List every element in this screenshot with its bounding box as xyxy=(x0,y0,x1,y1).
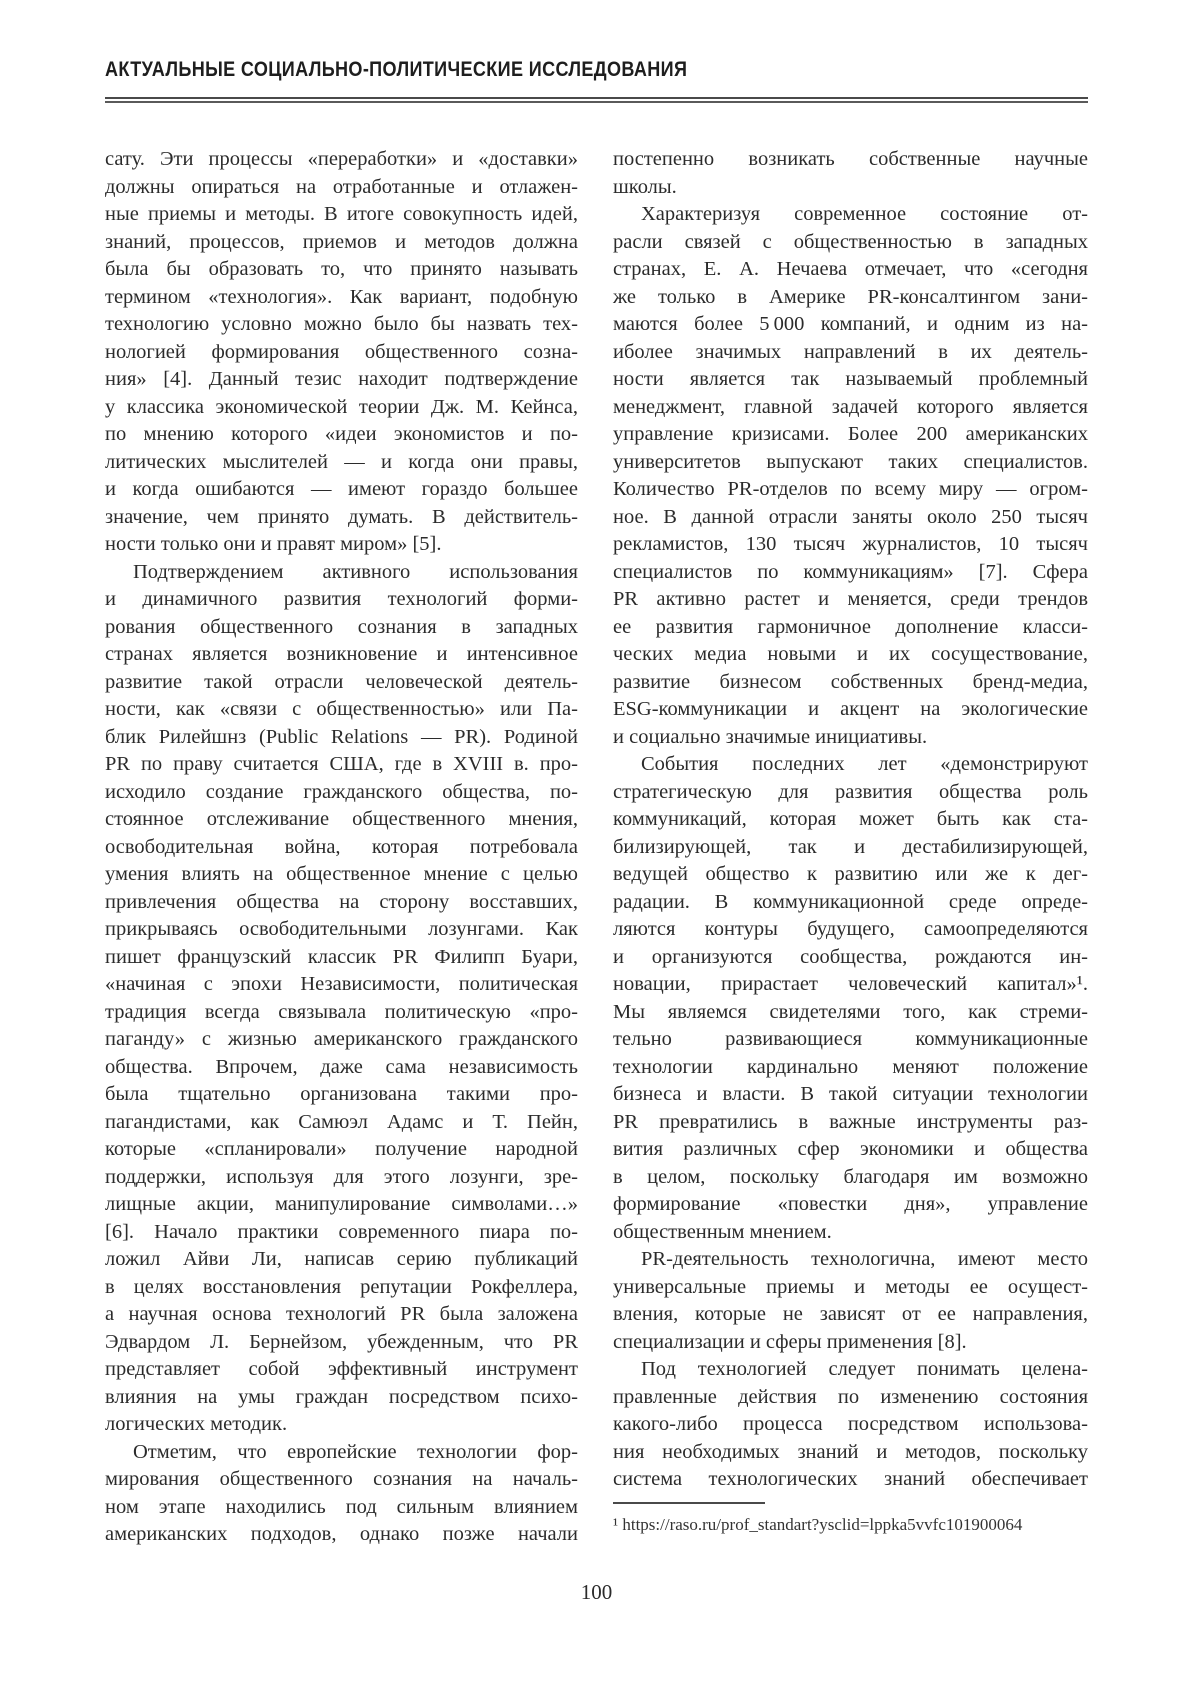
text-line: прикрываясь освободительными лозунгами. Как xyxy=(105,918,578,940)
text-line: расли связей с общественностью в западных xyxy=(613,230,1088,253)
paragraph xyxy=(613,1356,1088,1494)
text-line: События последних лет «демонстрируют xyxy=(641,753,1088,775)
text-line: ложил Айви Ли, написав серию публикаций xyxy=(105,1248,578,1270)
text-line: общественным мнением. xyxy=(613,1220,832,1243)
text-line: ном этапе находились под сильным влиянием xyxy=(105,1495,578,1518)
paragraph xyxy=(105,1439,578,1549)
text-line: лищные акции, манипулирование символами…» xyxy=(105,1193,578,1215)
text-line: ляются контуры будущего, самоопределяются xyxy=(613,918,1088,940)
text-line: стратегическую для развития общества роль xyxy=(613,780,1088,803)
text-line: паганду» с жизнью американского гражданского xyxy=(105,1028,578,1050)
text-line: ведущей общество к развитию или же к дег- xyxy=(613,863,1088,885)
text-line: странах является возникновение и интенсивное xyxy=(105,643,578,665)
paragraph xyxy=(105,559,578,1439)
text-line: в целях восстановления репутации Рокфеллера, xyxy=(105,1275,578,1298)
text-line: университетов выпускают таких специалистов. xyxy=(613,450,1088,473)
text-line: пишет французский классик PR Филипп Буари, xyxy=(105,945,578,968)
text-line: коммуникаций, которая может быть как ста- xyxy=(613,808,1088,830)
text-line: литических мыслителей — и когда они правы, xyxy=(105,450,578,473)
text-line: рования общественного сознания в западных xyxy=(105,615,578,638)
text-line: новации, прирастает человеческий капитал»¹. xyxy=(613,973,1088,995)
text-line: Мы являемся свидетелями того, как стреми- xyxy=(613,1000,1088,1023)
text-line: какого-либо процесса посредством использова- xyxy=(613,1413,1088,1435)
text-line: Количество PR-отделов по всему миру — огром- xyxy=(613,478,1088,500)
text-line: исходило создание гражданского общества, по- xyxy=(105,780,578,803)
text-line: правленные действия по изменению состояния xyxy=(613,1385,1088,1408)
text-line: PR активно растет и меняется, среди трендов xyxy=(613,588,1088,610)
text-line: специализации и сферы применения [8]. xyxy=(613,1330,967,1353)
text-line: PR по праву считается США, где в XVIII в. про- xyxy=(105,753,578,775)
text-line: радации. В коммуникационной среде опреде- xyxy=(613,890,1088,913)
text-line: общества. Впрочем, даже сама независимость xyxy=(105,1055,578,1078)
text-line: система технологических знаний обеспечивает xyxy=(613,1468,1088,1490)
text-line: мирования общественного сознания на началь- xyxy=(105,1468,578,1490)
text-line: ния» [4]. Данный тезис находит подтверждение xyxy=(105,368,578,390)
text-line: значение, чем принято думать. В действитель- xyxy=(105,505,578,528)
text-line: сату. Эти процессы «переработки» и «доставки» xyxy=(105,148,578,170)
text-line: менеджмент, главной задачей которого является xyxy=(613,395,1088,418)
text-line: логических методик. xyxy=(105,1413,288,1435)
text-line: развитие бизнесом собственных бренд-медиа, xyxy=(613,670,1088,693)
text-line: PR превратились в важные инструменты раз- xyxy=(613,1110,1088,1133)
text-line: влияния на умы граждан посредством психо- xyxy=(105,1385,578,1408)
text-line: освободительная война, которая потребовала xyxy=(105,835,578,858)
text-line: рекламистов, 130 тысяч журналистов, 10 тысяч xyxy=(613,533,1088,555)
text-line: ческих медиа новыми и их сосуществование, xyxy=(613,643,1088,665)
text-line: Отметим, что европейские технологии фор- xyxy=(133,1440,578,1463)
text-line: ности только они и правят миром» [5]. xyxy=(105,533,442,555)
text-line: по мнению которого «идеи экономистов и по- xyxy=(105,423,578,445)
text-line: была тщательно организована такими про- xyxy=(105,1083,578,1105)
text-line: технологии кардинально меняют положение xyxy=(613,1055,1088,1078)
paragraph xyxy=(613,201,1088,751)
text-line: [6]. Начало практики современного пиара по- xyxy=(105,1220,578,1243)
text-line: умения влиять на общественное мнение с целью xyxy=(105,863,578,885)
text-line: вления, которые не зависят от ее направления, xyxy=(613,1303,1088,1325)
footnote: ¹ https://raso.ru/prof_standart?ysclid=lppka5vvfc101900064 xyxy=(613,1515,1023,1534)
text-line: стоянное отслеживание общественного мнения, xyxy=(105,808,578,830)
text-line: у классика экономической теории Дж. М. Кейнса, xyxy=(105,395,578,418)
text-line: а научная основа технологий PR была заложена xyxy=(105,1303,578,1325)
text-line: Подтверждением активного использования xyxy=(133,560,578,583)
text-line: и когда ошибаются — имеют гораздо большее xyxy=(105,478,578,500)
text-line: постепенно возникать собственные научные xyxy=(613,148,1088,170)
text-line: развитие такой отрасли человеческой деятель- xyxy=(105,670,578,693)
text-line: ESG-коммуникации и акцент на экологические xyxy=(613,698,1088,720)
text-line: и социально значимые инициативы. xyxy=(613,725,928,748)
text-line: пагандистами, как Самюэл Адамс и Т. Пейн, xyxy=(105,1110,578,1133)
text-line: PR-деятельность технологична, имеют место xyxy=(641,1248,1088,1270)
text-line: ния необходимых знаний и методов, поскольку xyxy=(613,1440,1088,1463)
column-right xyxy=(613,146,1088,1494)
text-line: формирование «повестки дня», управление xyxy=(613,1193,1088,1215)
page-number: 100 xyxy=(580,1580,613,1604)
text-line: бизнеса и власти. В такой ситуации технологии xyxy=(613,1083,1088,1105)
running-head: АКТУАЛЬНЫЕ СОЦИАЛЬНО-ПОЛИТИЧЕСКИЕ ИССЛЕДОВАНИЯ xyxy=(105,58,688,81)
text-line: технологию условно можно было бы назвать тех- xyxy=(105,313,578,335)
text-line: вития различных сфер экономики и общества xyxy=(613,1138,1088,1160)
text-line: ные приемы и методы. В итоге совокупность идей, xyxy=(105,203,578,225)
footnote-separator xyxy=(613,1502,765,1504)
paragraph xyxy=(613,751,1088,1246)
text-line: Под технологией следует понимать целена- xyxy=(641,1358,1088,1380)
text-line: ности является так называемый проблемный xyxy=(613,368,1088,390)
text-line: знаний, процессов, приемов и методов должна xyxy=(105,230,578,253)
text-line: американских подходов, однако позже начали xyxy=(105,1523,578,1545)
text-line: специалистов по коммуникациям» [7]. Сфера xyxy=(613,560,1088,583)
text-line: ное. В данной отрасли заняты около 250 тысяч xyxy=(613,505,1088,528)
text-line: которые «спланировали» получение народной xyxy=(105,1138,578,1160)
text-line: и организуются сообщества, рождаются ин- xyxy=(613,945,1088,968)
text-line: традиция всегда связывала политическую «про- xyxy=(105,1000,578,1023)
text-line: школы. xyxy=(613,175,677,198)
text-line: универсальные приемы и методы ее осущест- xyxy=(613,1275,1088,1298)
text-line: блик Рилейшнз (Public Relations — PR). Родиной xyxy=(105,725,578,748)
text-line: должны опираться на отработанные и отлажен- xyxy=(105,175,578,198)
text-line: представляет собой эффективный инструмент xyxy=(105,1358,578,1380)
text-line: Эдвардом Л. Бернейзом, убежденным, что PR xyxy=(105,1330,578,1353)
text-line: в целом, поскольку благодаря им возможно xyxy=(613,1165,1088,1188)
paragraph xyxy=(613,1246,1088,1356)
text-line: ее развития гармоничное дополнение класси- xyxy=(613,615,1088,638)
text-line: «начиная с эпохи Независимости, политическая xyxy=(105,973,578,995)
text-line: привлечения общества на сторону восставших, xyxy=(105,890,578,913)
text-line: тельно развивающиеся коммуникационные xyxy=(613,1028,1088,1050)
column-left xyxy=(105,146,578,1549)
text-line: же только в Америке PR-консалтингом зани- xyxy=(613,285,1088,308)
text-line: была бы образовать то, что принято называть xyxy=(105,258,578,280)
text-line: билизирующей, так и дестабилизирующей, xyxy=(613,835,1088,858)
paragraph xyxy=(613,146,1088,201)
text-line: ности, как «связи с общественностью» или Па- xyxy=(105,698,578,720)
text-line: иболее значимых направлений в их деятель- xyxy=(613,340,1088,363)
text-line: поддержки, используя для этого лозунги, зре- xyxy=(105,1165,578,1188)
text-line: термином «технология». Как вариант, подобную xyxy=(105,285,578,308)
paragraph xyxy=(105,146,578,559)
header-rule xyxy=(105,97,1088,103)
text-line: нологией формирования общественного созна- xyxy=(105,340,578,363)
text-line: и динамичного развития технологий форми- xyxy=(105,588,578,610)
text-line: управление кризисами. Более 200 американских xyxy=(613,423,1088,445)
text-line: странах, Е. А. Нечаева отмечает, что «сегодня xyxy=(613,258,1088,280)
text-line: маются более 5 000 компаний, и одним из на- xyxy=(613,313,1088,335)
text-line: Характеризуя современное состояние от- xyxy=(641,203,1088,225)
